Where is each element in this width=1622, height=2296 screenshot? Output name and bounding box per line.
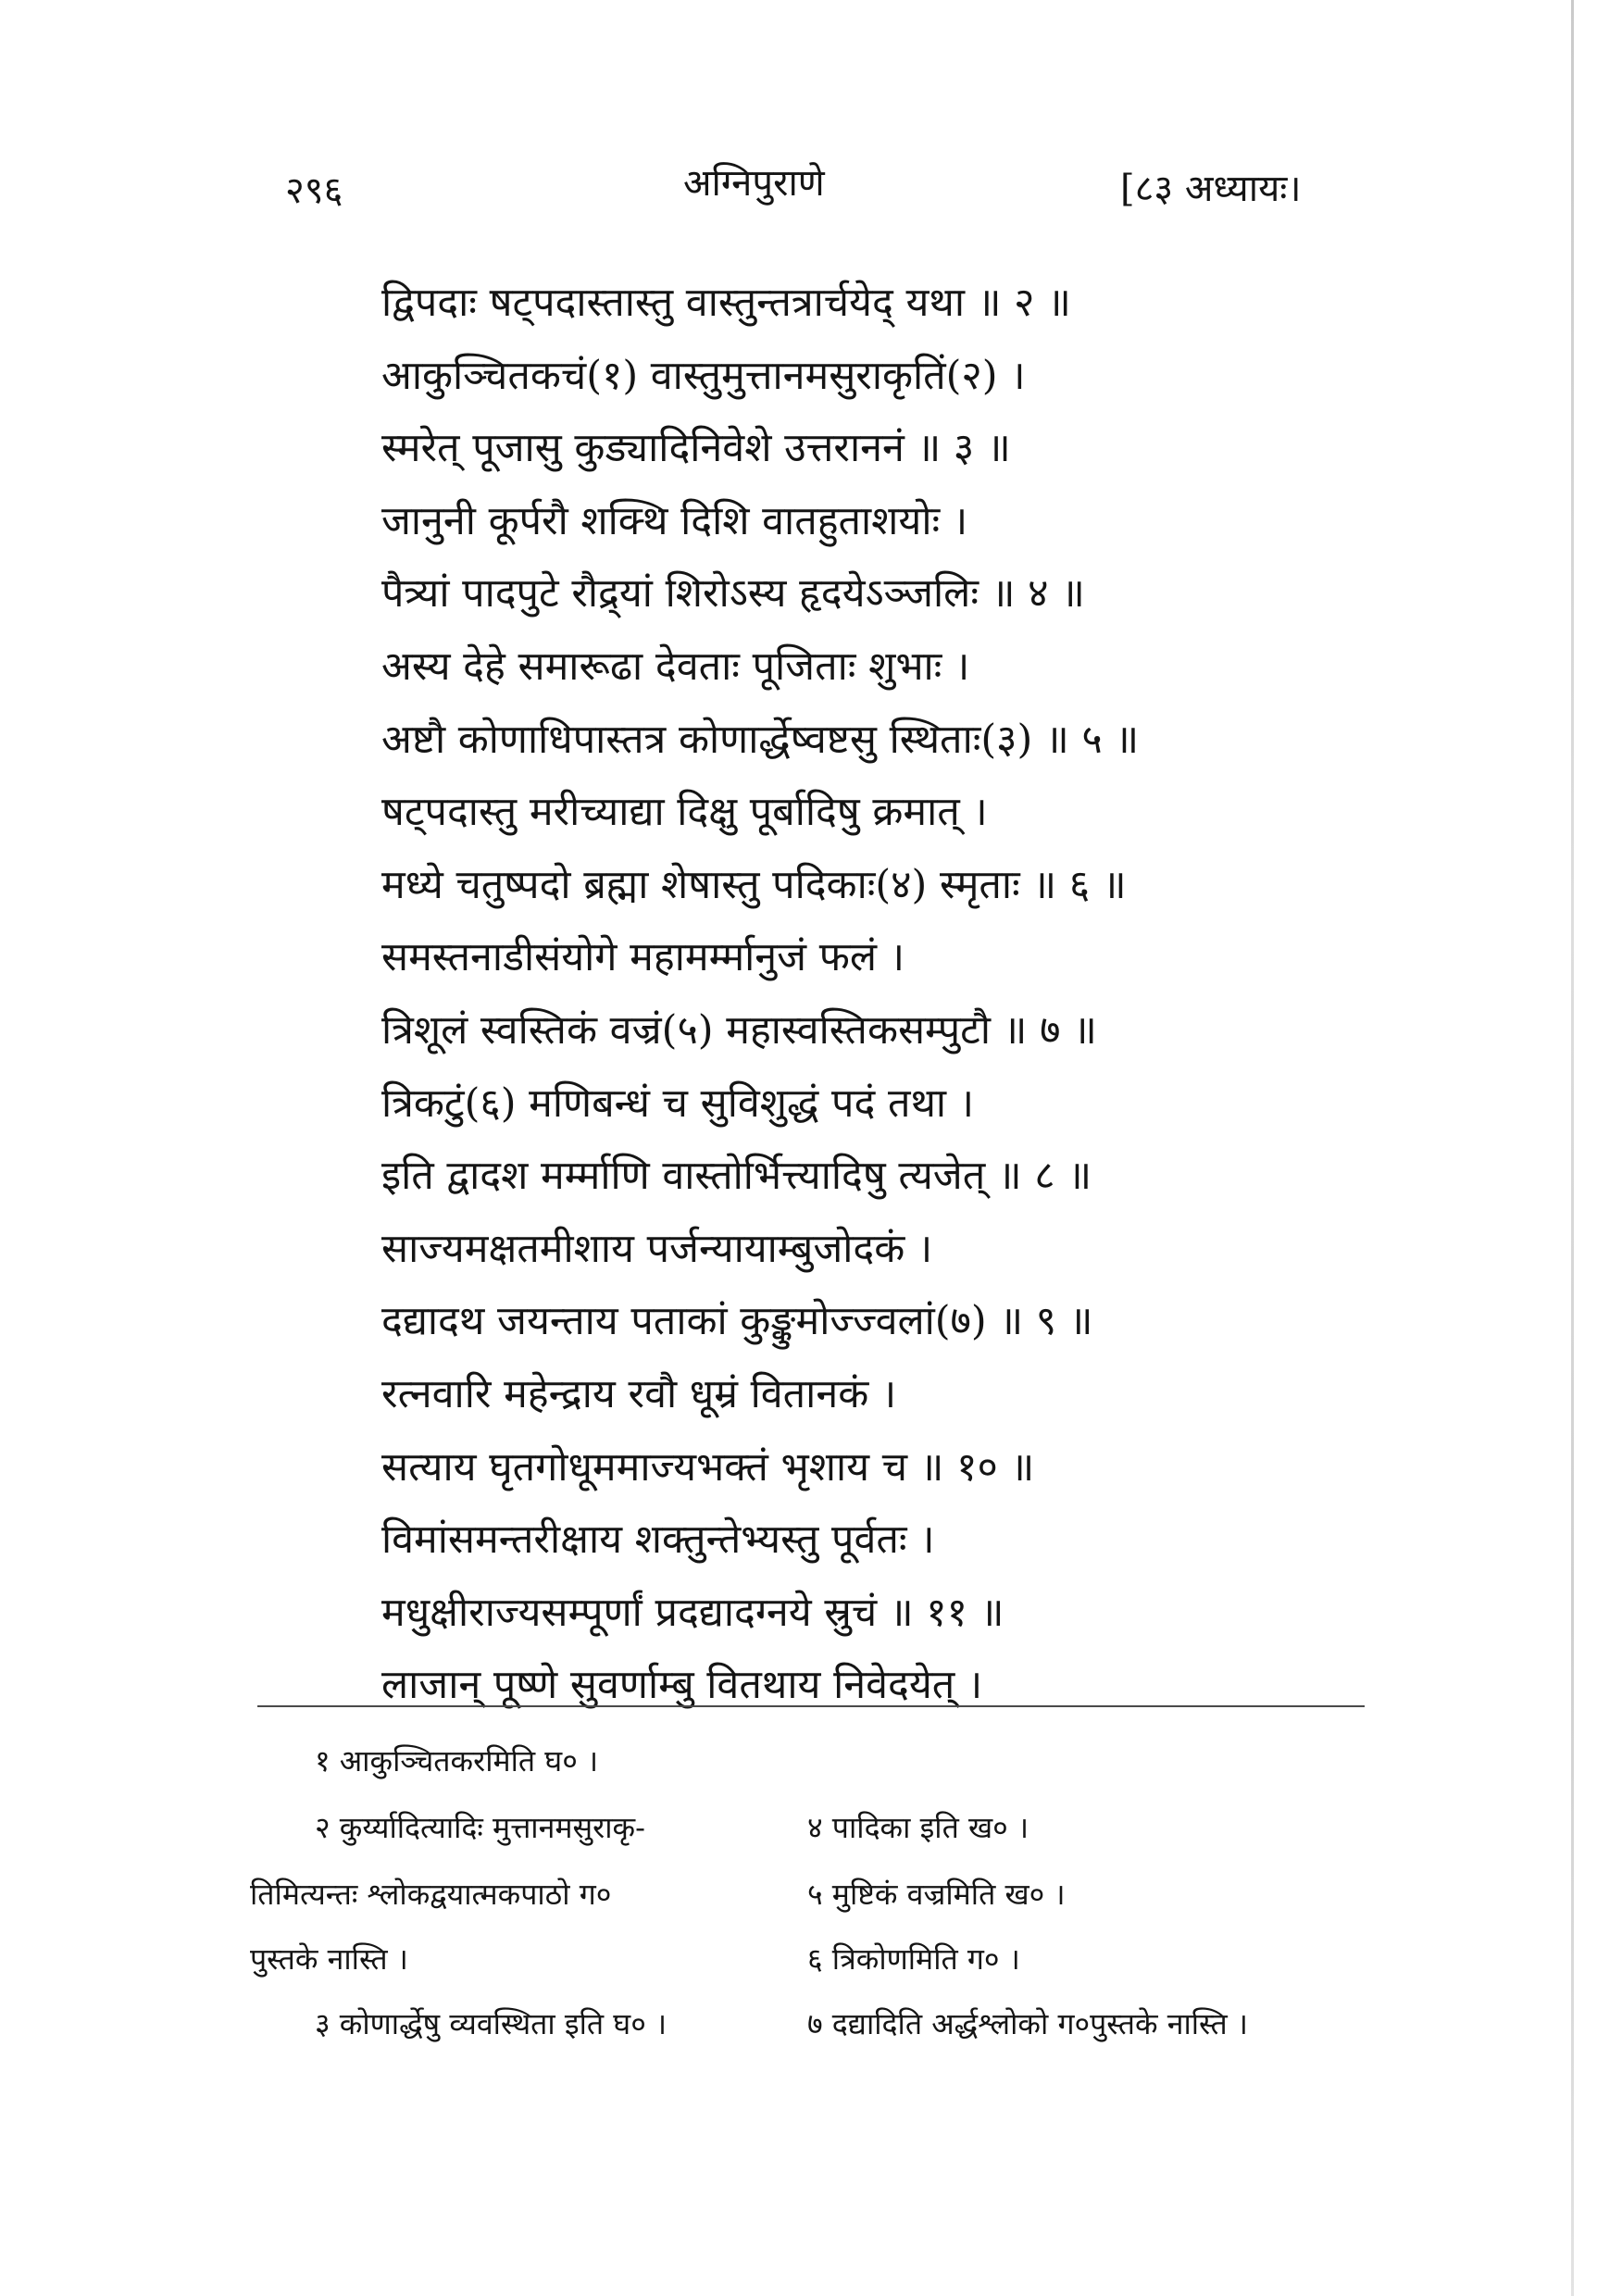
- footnote-2-continued: तिमित्यन्तः श्लोकद्वयात्मकपाठो ग०: [250, 1877, 612, 1912]
- verse-line: स्मरेत् पूजासु कुड्यादिनिवेशे उत्तराननं ॥ ३ ॥: [381, 425, 1011, 472]
- verse-line: त्रिकटुं(६) मणिबन्धं च सुविशुद्धं पदं तथा ।: [381, 1079, 975, 1127]
- verse-line: साज्यमक्षतमीशाय पर्जन्यायाम्बुजोदकं ।: [381, 1225, 933, 1272]
- page-number: २९६: [285, 169, 343, 212]
- verse-line: जानुनी कूर्परौ शक्थि दिशि वातहुताशयोः ।: [381, 497, 968, 544]
- running-title: अग्निपुराणे: [683, 162, 825, 205]
- footnote-5: ५ मुष्टिकं वज्रमिति ख० ।: [807, 1877, 1066, 1912]
- verse-line: विमांसमन्तरीक्षाय शक्तुन्तेभ्यस्तु पूर्वतः ।: [381, 1516, 935, 1564]
- verse-line: मधुक्षीराज्यसम्पूर्णां प्रदद्यादग्नये स्रुचं ॥ ११ ॥: [381, 1589, 1004, 1636]
- verse-line: आकुञ्चितकचं(१) वास्तुमुत्तानमसुराकृतिं(२) ।: [381, 352, 1026, 399]
- verse-line: षट्पदास्तु मरीच्याद्या दिक्षु पूर्बादिषु क्रमात् ।: [381, 789, 988, 836]
- verse-line: समस्तनाडीसंयोगे महामर्म्मानुजं फलं ।: [381, 934, 905, 981]
- footnote-4: ४ पादिका इति ख० ।: [807, 1810, 1029, 1845]
- verse-line: अस्य देहे समारूढा देवताः पूजिताः शुभाः ।: [381, 643, 970, 690]
- verse-line: लाजान् पूष्णे सुवर्णाम्बु वितथाय निवेदयेत् ।: [381, 1662, 983, 1709]
- verse-line: दद्यादथ जयन्ताय पताकां कुङ्कुमोज्ज्वलां(७) ॥ ९ ॥: [381, 1298, 1093, 1345]
- footnote-divider: [257, 1705, 1365, 1707]
- verse-line: इति द्वादश मर्म्माणि वास्तोर्भित्त्यादिषु त्यजेत् ॥ ८ ॥: [381, 1153, 1092, 1200]
- footnote-2-continued: पुस्तके नास्ति ।: [250, 1941, 408, 1977]
- verse-line: पैत्र्यां पादपुटे रौद्र्यां शिरोऽस्य हृदयेऽञ्जलिः ॥ ४ ॥: [381, 570, 1085, 618]
- footnote-2: २ कुर्य्यादित्यादिः मुत्तानमसुराकृ-: [315, 1810, 645, 1845]
- verse-line: सत्याय घृतगोधूममाज्यभक्तं भृशाय च ॥ १० ॥: [381, 1443, 1035, 1491]
- page-edge-shadow: [1571, 0, 1574, 2296]
- verse-line: रत्नवारि महेन्द्राय रवौ धूम्रं वितानकं ।: [381, 1370, 897, 1417]
- verse-line: द्विपदाः षट्पदास्तास्तु वास्तुन्तत्रार्चयेद् यथा ॥ २ ॥: [381, 280, 1071, 326]
- verse-line: मध्ये चतुष्पदो ब्रह्मा शेषास्तु पदिकाः(४) स्मृताः ॥ ६ ॥: [381, 861, 1127, 908]
- footnote-6: ६ त्रिकोणमिति ग० ।: [807, 1941, 1020, 1977]
- chapter-marker: [८३ अध्यायः।: [1120, 168, 1302, 210]
- verse-block: [381, 267, 1307, 1722]
- footnote-1: १ आकुञ्चितकरमिति घ० ।: [315, 1743, 599, 1778]
- footnote-7: ७ दद्यादिति अर्द्धश्लोको ग०पुस्तके नास्ति ।: [807, 2006, 1249, 2041]
- verse-line: अष्टौ कोणाधिपास्तत्र कोणार्द्धेष्वष्टसु स्थिताः(३) ॥ ५ ॥: [381, 716, 1140, 763]
- footnote-3: ३ कोणार्द्धेषु व्यवस्थिता इति घ० ।: [315, 2006, 668, 2041]
- verse-line: त्रिशूलं स्वस्तिकं वज्रं(५) महास्वस्तिकसम्पुटौ ॥ ७ ॥: [381, 1006, 1097, 1054]
- page-header: [0, 156, 1622, 220]
